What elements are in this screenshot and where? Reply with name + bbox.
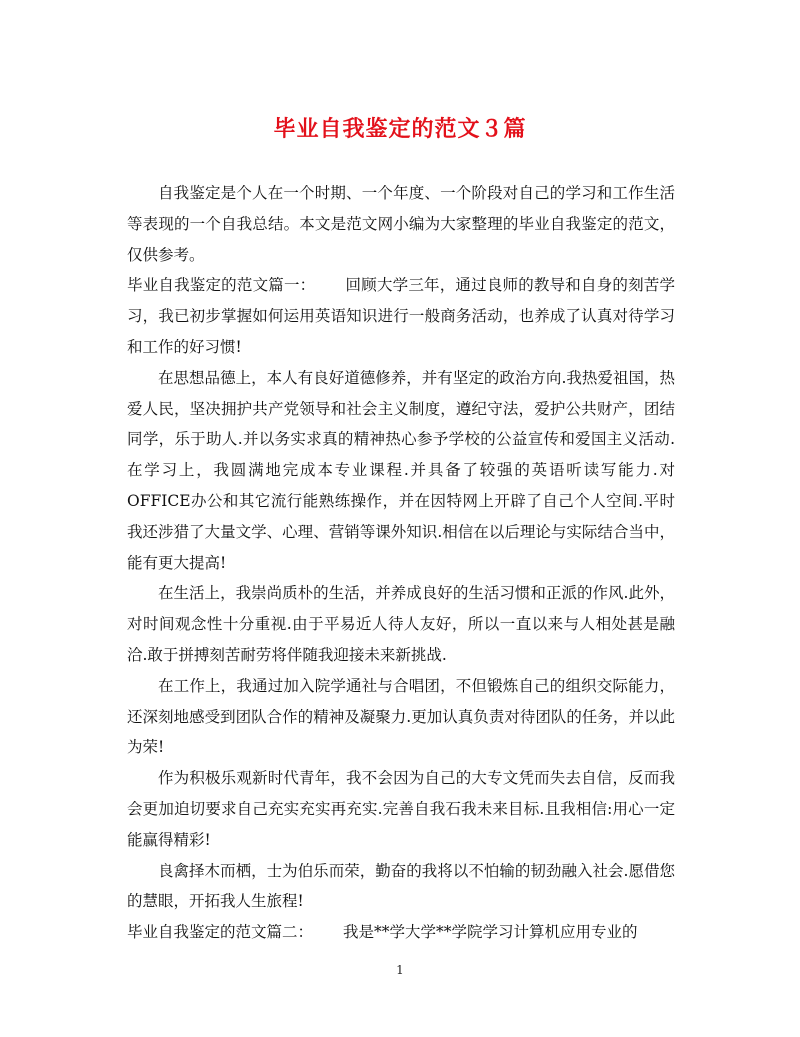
section-one-text: 回顾大学三年，通过良师的教导和自身的刻苦学习，我已初步掌握如何运用英语知识进行一般商务活动，也养成了认真对待学习和工作的好习惯! bbox=[127, 276, 675, 356]
document-body bbox=[127, 178, 675, 948]
section-one-heading: 毕业自我鉴定的范文篇一： bbox=[127, 276, 316, 295]
paragraph-work: 在工作上，我通过加入院学通社与合唱团，不但锻炼自己的组织交际能力，还深刻地感受到团队合作的精神及凝聚力.更加认真负责对待团队的任务，并以此为荣! bbox=[127, 676, 675, 757]
paragraph-confidence: 作为积极乐观新时代青年，我不会因为自己的大专文凭而失去自信，反而我会更加迫切要求自己充实充实再充实.完善自我石我未来目标.且我相信:用心一定能赢得精彩! bbox=[127, 769, 675, 849]
page-number: 1 bbox=[396, 963, 404, 977]
paragraph-morality-study: 在思想品德上，本人有良好道德修养，并有坚定的政治方向.我热爱祖国，热爱人民，坚决拥护共产党领导和社会主义制度，遵纪守法，爱护公共财产，团结同学，乐于助人.并以务实求真的精神热心参予学校的公益宣传和爱国主义活动. 在学习上，我圆满地完成本专业课程.并具备了较强的英语听读写能力.对OFFICE办公和其它流行能熟练操作，并在因特网上开辟了自己个人空间.平时我还涉猎了大量文学、心理、营销等课外知识.相信在以后理论与实际结合当中，能有更大提高! bbox=[127, 368, 675, 572]
section-two-heading: 毕业自我鉴定的范文篇二： bbox=[127, 923, 314, 942]
intro-paragraph: 自我鉴定是个人在一个时期、一个年度、一个阶段对自己的学习和工作生活等表现的一个自我总结。本文是范文网小编为大家整理的毕业自我鉴定的范文，仅供参考。 bbox=[127, 184, 675, 264]
paragraph-closing: 良禽择木而栖，士为伯乐而荣，勤奋的我将以不怕输的韧劲融入社会.愿借您的慧眼，开拓我人生旅程! bbox=[127, 861, 675, 911]
section-one bbox=[127, 270, 675, 362]
document-title: 毕业自我鉴定的范文３篇 bbox=[273, 116, 527, 142]
section-two bbox=[127, 917, 675, 948]
paragraph-life: 在生活上，我崇尚质朴的生活，并养成良好的生活习惯和正派的作风.此外，对时间观念性十分重视.由于平易近人待人友好，所以一直以来与人相处甚是融洽.敢于拼搏刻苦耐劳将伴随我迎接未来新挑战. bbox=[127, 584, 675, 664]
section-two-text: 我是**学大学**学院学习计算机应用专业的 bbox=[343, 923, 638, 942]
